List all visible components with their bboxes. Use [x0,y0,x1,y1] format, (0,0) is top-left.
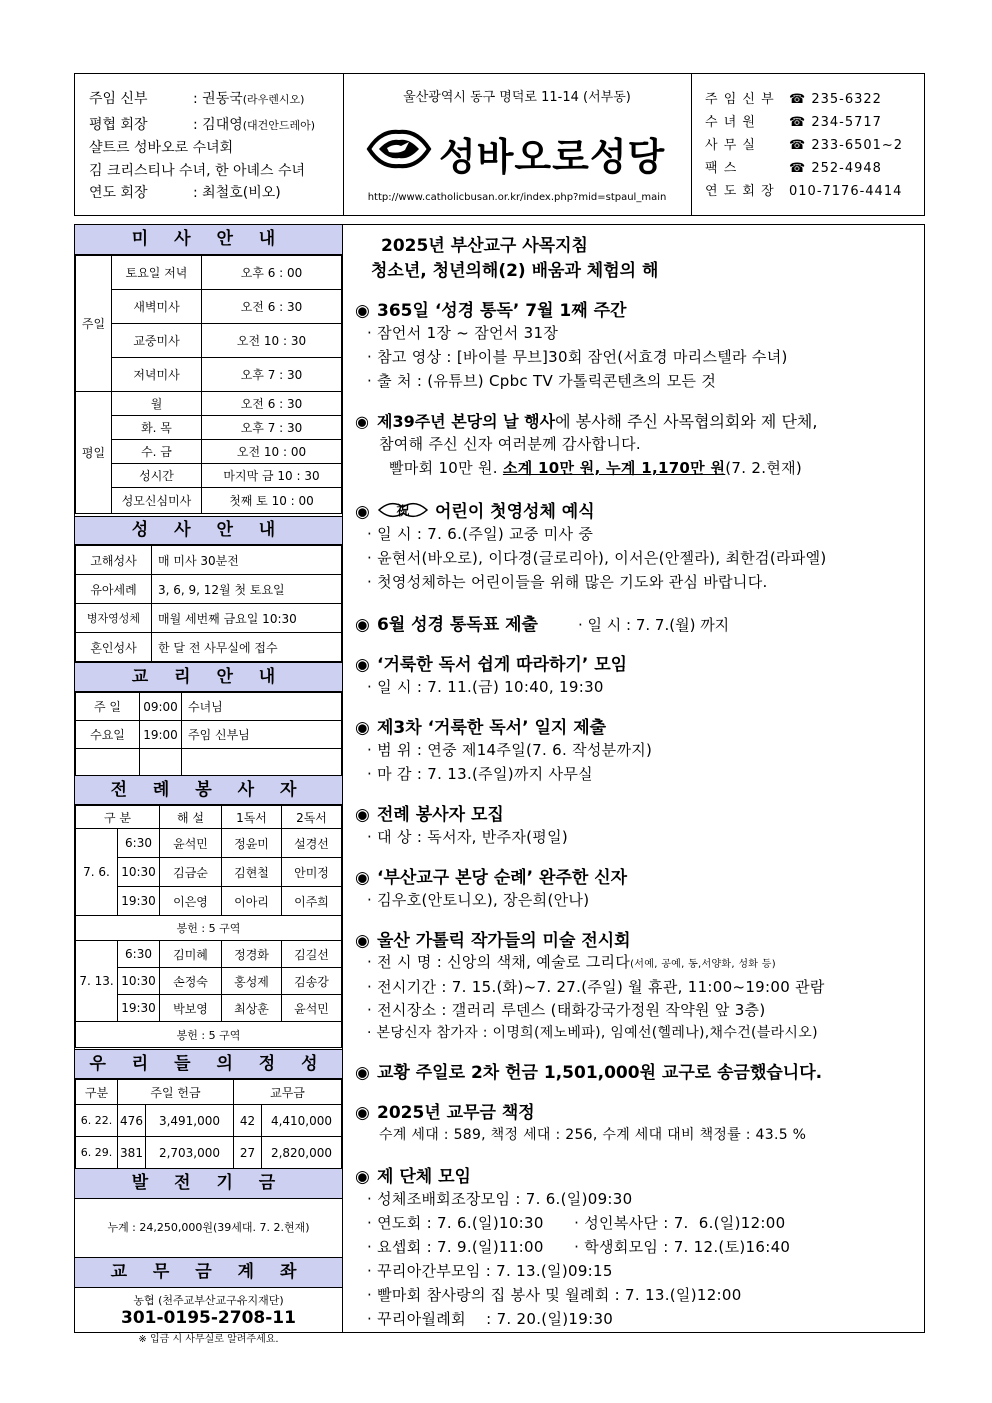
mass-time: 오전 6 : 30 [202,290,342,324]
bullet-icon: ◉ [355,502,370,522]
catechism-time: 09:00 [140,693,182,721]
bullet-icon: ◉ [355,718,370,738]
church-address: 울산광역시 동구 명덕로 11-14 (서부동) [403,90,631,105]
server-name: 김미혜 [160,941,222,968]
sacrament-info: 한 달 전 사무실에 접수 [152,633,342,662]
notice-line: · 전시기간 : 7. 15.(화)~7. 27.(주일) 월 휴관, 11:00~19:00 관람 [367,978,825,996]
staff-pastor: 주임 신부 : 권동국(라우렌시오) [89,91,305,107]
server-name: 김길선 [282,941,342,968]
notice-line: · 연도회 : 7. 6.(일)10:30 · 성인복사단 : 7. 6.(일)12:00 [367,1214,786,1232]
congratulations-badge-icon [377,499,429,521]
offering-table [75,1079,342,1169]
fund-title: 발 전 기 금 [75,1168,342,1199]
offering-title: 우 리 들 의 정 성 [75,1049,342,1079]
bullet-icon: ◉ [355,615,370,635]
bullet-icon: ◉ [355,1167,370,1187]
servers-head: 1독서 [222,806,282,829]
year-subtitle: 청소년, 청년의해(2) 배움과 체험의 해 [371,261,659,281]
offering-date: 6. 22. [76,1105,118,1137]
notice-line: · 출 처 : (유튜브) Cpbc TV 가톨릭콘텐츠의 모든 것 [367,372,717,390]
sacrament-name: 고해성사 [76,546,152,575]
catechism-time: 19:00 [140,721,182,749]
mass-table [75,255,342,514]
mass-time: 오후 6 : 00 [202,256,342,290]
offering-count: 27 [234,1137,262,1169]
notice-line: 수계 세대 : 589, 책정 세대 : 256, 수계 세대 대비 책정률 : 43.5 % [379,1127,807,1143]
servers-date: 7. 6. [76,829,118,916]
notice-title: 제39주년 본당의 날 행사 [377,412,556,431]
mass-time: 첫째 토 10 : 00 [202,488,342,514]
sacrament-title: 성 사 안 내 [75,516,342,545]
church-title-panel [343,74,692,215]
contact-pastor: 주 임 신 부 ☎ 235-6322 [705,92,882,107]
staff-panel [75,74,344,215]
notice-title: 울산 가톨릭 작가들의 미술 전시회 [377,931,631,951]
staff-sisters-order: 샬트르 성바오로 수녀회 [89,140,234,156]
sacrament-info: 3, 6, 9, 12월 첫 토요일 [152,575,342,604]
offering-count: 42 [234,1105,262,1137]
sacrament-name: 병자영성체 [76,604,152,633]
servers-date: 7. 13. [76,941,118,1022]
contact-funeral: 연 도 회 장 010-7176-4414 [705,184,903,199]
bullet-icon: ◉ [355,301,370,321]
catechism-title: 교 리 안 내 [75,662,342,692]
servers-offering: 봉헌 : 5 구역 [76,1022,342,1048]
notice-title: 어린이 첫영성체 예식 [435,502,595,522]
mass-time: 오전 10 : 30 [202,324,342,358]
server-name: 설경선 [282,829,342,858]
notice-lectio-journal [355,713,925,786]
notice-line: · 요셉회 : 7. 9.(일)11:00 · 학생회모임 : 7. 12.(토)16:40 [367,1238,791,1256]
server-name: 안미정 [282,858,342,887]
bullet-icon: ◉ [355,931,370,951]
notice-art-exhibition [355,926,925,1045]
notice-text: · 전 시 명 : 신앙의 색채, 예술로 그리다 [367,953,631,971]
notice-text: (7. 2.현재) [725,459,803,477]
church-url[interactable]: http://www.catholicbusan.or.kr/index.php?mid=stpaul_main [367,192,667,203]
catechism-day [76,749,140,776]
mass-time: 오전 10 : 00 [202,440,342,464]
bank-name: 농협 (천주교부산교구유지재단) [133,1294,284,1307]
sunday-label: 주일 [76,256,112,392]
notice-line: · 참고 영상 : [바이블 무브]30회 잠언(서효경 마리스텔라 수녀) [367,348,788,366]
server-time: 10:30 [118,968,160,995]
notice-line [355,951,925,976]
catechism-teacher: 수녀님 [182,693,342,721]
mass-time: 마지막 금 10 : 30 [202,464,342,488]
catechism-day: 주 일 [76,693,140,721]
server-name: 김현철 [222,858,282,887]
server-time: 6:30 [118,941,160,968]
server-name: 정경화 [222,941,282,968]
notice-pilgrimage [355,863,925,912]
contact-fax: 팩 스 ☎ 252-4948 [705,161,882,176]
offering-count: 381 [118,1137,146,1169]
servers-table [75,805,342,1048]
mass-name: 교중미사 [112,324,202,358]
staff-council-president: 평협 회장 : 김대영(대건안드레아) [89,117,316,133]
server-name: 김송강 [282,968,342,995]
offering-head: 교무금 [234,1080,342,1105]
notice-line: · 범 위 : 연중 제14주일(7. 6. 작성분까지) [367,741,653,759]
mass-time: 오후 7 : 30 [202,358,342,392]
server-name: 최상훈 [222,995,282,1022]
sacrament-table [75,545,342,662]
server-name: 이주희 [282,887,342,916]
server-name: 김금순 [160,858,222,887]
servers-offering: 봉헌 : 5 구역 [76,916,342,941]
notice-detail: · 일 시 : 7. 7.(월) 까지 [577,616,730,634]
offering-amount: 3,491,000 [146,1105,234,1137]
servers-head: 해 설 [160,806,222,829]
server-name: 박보영 [160,995,222,1022]
notice-dues [355,1098,925,1147]
server-name: 이은영 [160,887,222,916]
notice-line: · 일 시 : 7. 11.(금) 10:40, 19:30 [367,678,604,696]
notice-title: 제 단체 모임 [377,1167,471,1187]
catechism-teacher [182,749,342,776]
account-title: 교 무 금 계 좌 [75,1257,342,1288]
servers-head: 2독서 [282,806,342,829]
fund-total: 누계 : 24,250,000원(39세대. 7. 2.현재) [107,1221,310,1234]
notice-line [355,456,925,480]
bullet-icon: ◉ [355,868,370,888]
notice-title: 교황 주일로 2차 헌금 1,501,000원 교구로 송금했습니다. [377,1063,823,1083]
mass-name: 저녁미사 [112,358,202,392]
notice-line: · 빨마회 참사랑의 집 봉사 및 월례회 : 7. 13.(일)12:00 [367,1286,742,1304]
mass-name: 새벽미사 [112,290,202,324]
catechism-time [140,749,182,776]
staff-sisters: 김 크리스티나 수녀, 한 아녜스 수녀 [89,163,306,179]
sacrament-info: 매월 세번째 금요일 10:30 [152,604,342,633]
bullet-icon: ◉ [355,1063,370,1083]
sacrament-info: 매 미사 30분전 [152,546,342,575]
sacrament-name: 유아세례 [76,575,152,604]
notice-lectio-meeting [355,650,925,699]
server-name: 윤석민 [282,995,342,1022]
notice-title: ‘거룩한 독서 쉽게 따라하기’ 모임 [377,655,628,675]
notice-small-text: (서예, 공예, 동,서양화, 성화 등) [630,959,776,970]
mass-name: 토요일 저녁 [112,256,202,290]
contacts-panel [691,74,924,215]
notice-line: · 성체조배회조장모임 : 7. 6.(일)09:30 [367,1190,633,1208]
notice-reading-sheet [355,610,925,635]
server-time: 6:30 [118,829,160,858]
notice-line: · 꾸리아월례회 : 7. 20.(일)19:30 [367,1310,614,1328]
notice-line: · 본당신자 참가자 : 이명희(제노베파), 임예선(헬레나),채수건(블라시오) [367,1025,818,1041]
notice-title: 2025년 교무금 책정 [377,1103,535,1123]
offering-amount: 4,410,000 [262,1105,342,1137]
server-time: 19:30 [118,887,160,916]
bulletin-header [74,73,925,216]
notice-papal-collection [355,1058,925,1083]
notice-parish-day [355,409,925,480]
notice-title: 전례 봉사자 모집 [377,805,504,825]
offering-amount: 2,820,000 [262,1137,342,1169]
notice-title: ‘부산교구 본당 순례’ 완주한 신자 [377,868,628,888]
mass-title: 미 사 안 내 [75,224,342,255]
server-time: 10:30 [118,858,160,887]
notice-title-rest: 에 봉사해 주신 사목협의회와 제 단체, [555,412,818,431]
notice-line: · 전시장소 : 갤러리 루덴스 (태화강국가정원 작약원 앞 3층) [367,1001,766,1019]
notice-title: 365일 ‘성경 통독’ 7월 1째 주간 [377,301,627,321]
catechism-teacher: 주임 신부님 [182,721,342,749]
contact-convent: 수 녀 원 ☎ 234-5717 [705,115,882,130]
contact-office: 사 무 실 ☎ 233-6501~2 [705,138,904,153]
notice-bible-reading [355,296,925,393]
notice-title: 제3차 ‘거룩한 독서’ 일지 제출 [377,718,607,738]
notice-text: 빨마회 10만 원. [389,459,503,477]
notice-title: 6월 성경 통독표 제출 [377,615,538,635]
notice-group-meetings [355,1162,925,1331]
offering-head: 구분 [76,1080,118,1105]
notice-first-communion [355,497,925,594]
servers-head: 구 분 [76,806,160,829]
mass-name: 성시간 [112,464,202,488]
bullet-icon: ◉ [355,805,370,825]
weekday-label: 평일 [76,392,112,514]
mass-name: 성모신심미사 [112,488,202,514]
bullet-icon: ◉ [355,1103,370,1123]
offering-date: 6. 29. [76,1137,118,1169]
notice-server-recruit [355,800,925,849]
catechism-day: 수요일 [76,721,140,749]
notice-line: · 김우호(안토니오), 장은희(안나) [367,891,590,909]
mass-name: 화. 목 [112,416,202,440]
mass-name: 수. 금 [112,440,202,464]
notice-line: 참여해 주신 신자 여러분께 감사합니다. [379,435,641,453]
staff-funeral-president: 연도 회장 : 최철호(비오) [89,185,281,201]
mass-time: 오후 7 : 30 [202,416,342,440]
notice-line: · 꾸리아간부모임 : 7. 13.(일)09:15 [367,1262,613,1280]
announcements [342,224,925,1333]
server-name: 이아리 [222,887,282,916]
server-name: 홍성제 [222,968,282,995]
account-note: ※ 입금 시 사무실로 알려주세요. [138,1334,279,1345]
bullet-icon: ◉ [355,412,369,431]
notice-line: · 첫영성체하는 어린이들을 위해 많은 기도와 관심 바랍니다. [367,573,768,591]
server-time: 19:30 [118,995,160,1022]
offering-amount: 2,703,000 [146,1137,234,1169]
notice-highlight: 소계 10만 원, 누계 1,170만 원 [502,459,726,477]
notice-line: · 마 감 : 7. 13.(주일)까지 사무실 [367,765,593,783]
offering-head: 주일 헌금 [118,1080,234,1105]
mass-time: 오전 6 : 30 [202,392,342,416]
notice-line: · 윤현서(바오로), 이다경(글로리아), 이서은(안젤라), 최한검(라파엘) [367,549,827,567]
notice-line: · 잠언서 1장 ~ 잠언서 31장 [367,324,559,342]
mass-name: 월 [112,392,202,416]
server-name: 정윤미 [222,829,282,858]
sacrament-name: 혼인성사 [76,633,152,662]
servers-title: 전 례 봉 사 자 [75,775,342,805]
server-name: 윤석민 [160,829,222,858]
year-title: 2025년 부산교구 사목지침 [381,236,588,256]
offering-count: 476 [118,1105,146,1137]
catechism-table [75,692,342,776]
server-name: 손정숙 [160,968,222,995]
svg-text:祝: 祝 [396,504,410,519]
church-name: 성바오로성당 [439,135,666,179]
notice-line: · 대 상 : 독서자, 반주자(평일) [367,828,569,846]
notice-line: · 일 시 : 7. 6.(주일) 교중 미사 중 [367,525,594,543]
account-number: 301-0195-2708-11 [121,1308,296,1328]
sidebar [74,224,343,1345]
church-logo-icon [365,126,433,172]
bullet-icon: ◉ [355,655,370,675]
